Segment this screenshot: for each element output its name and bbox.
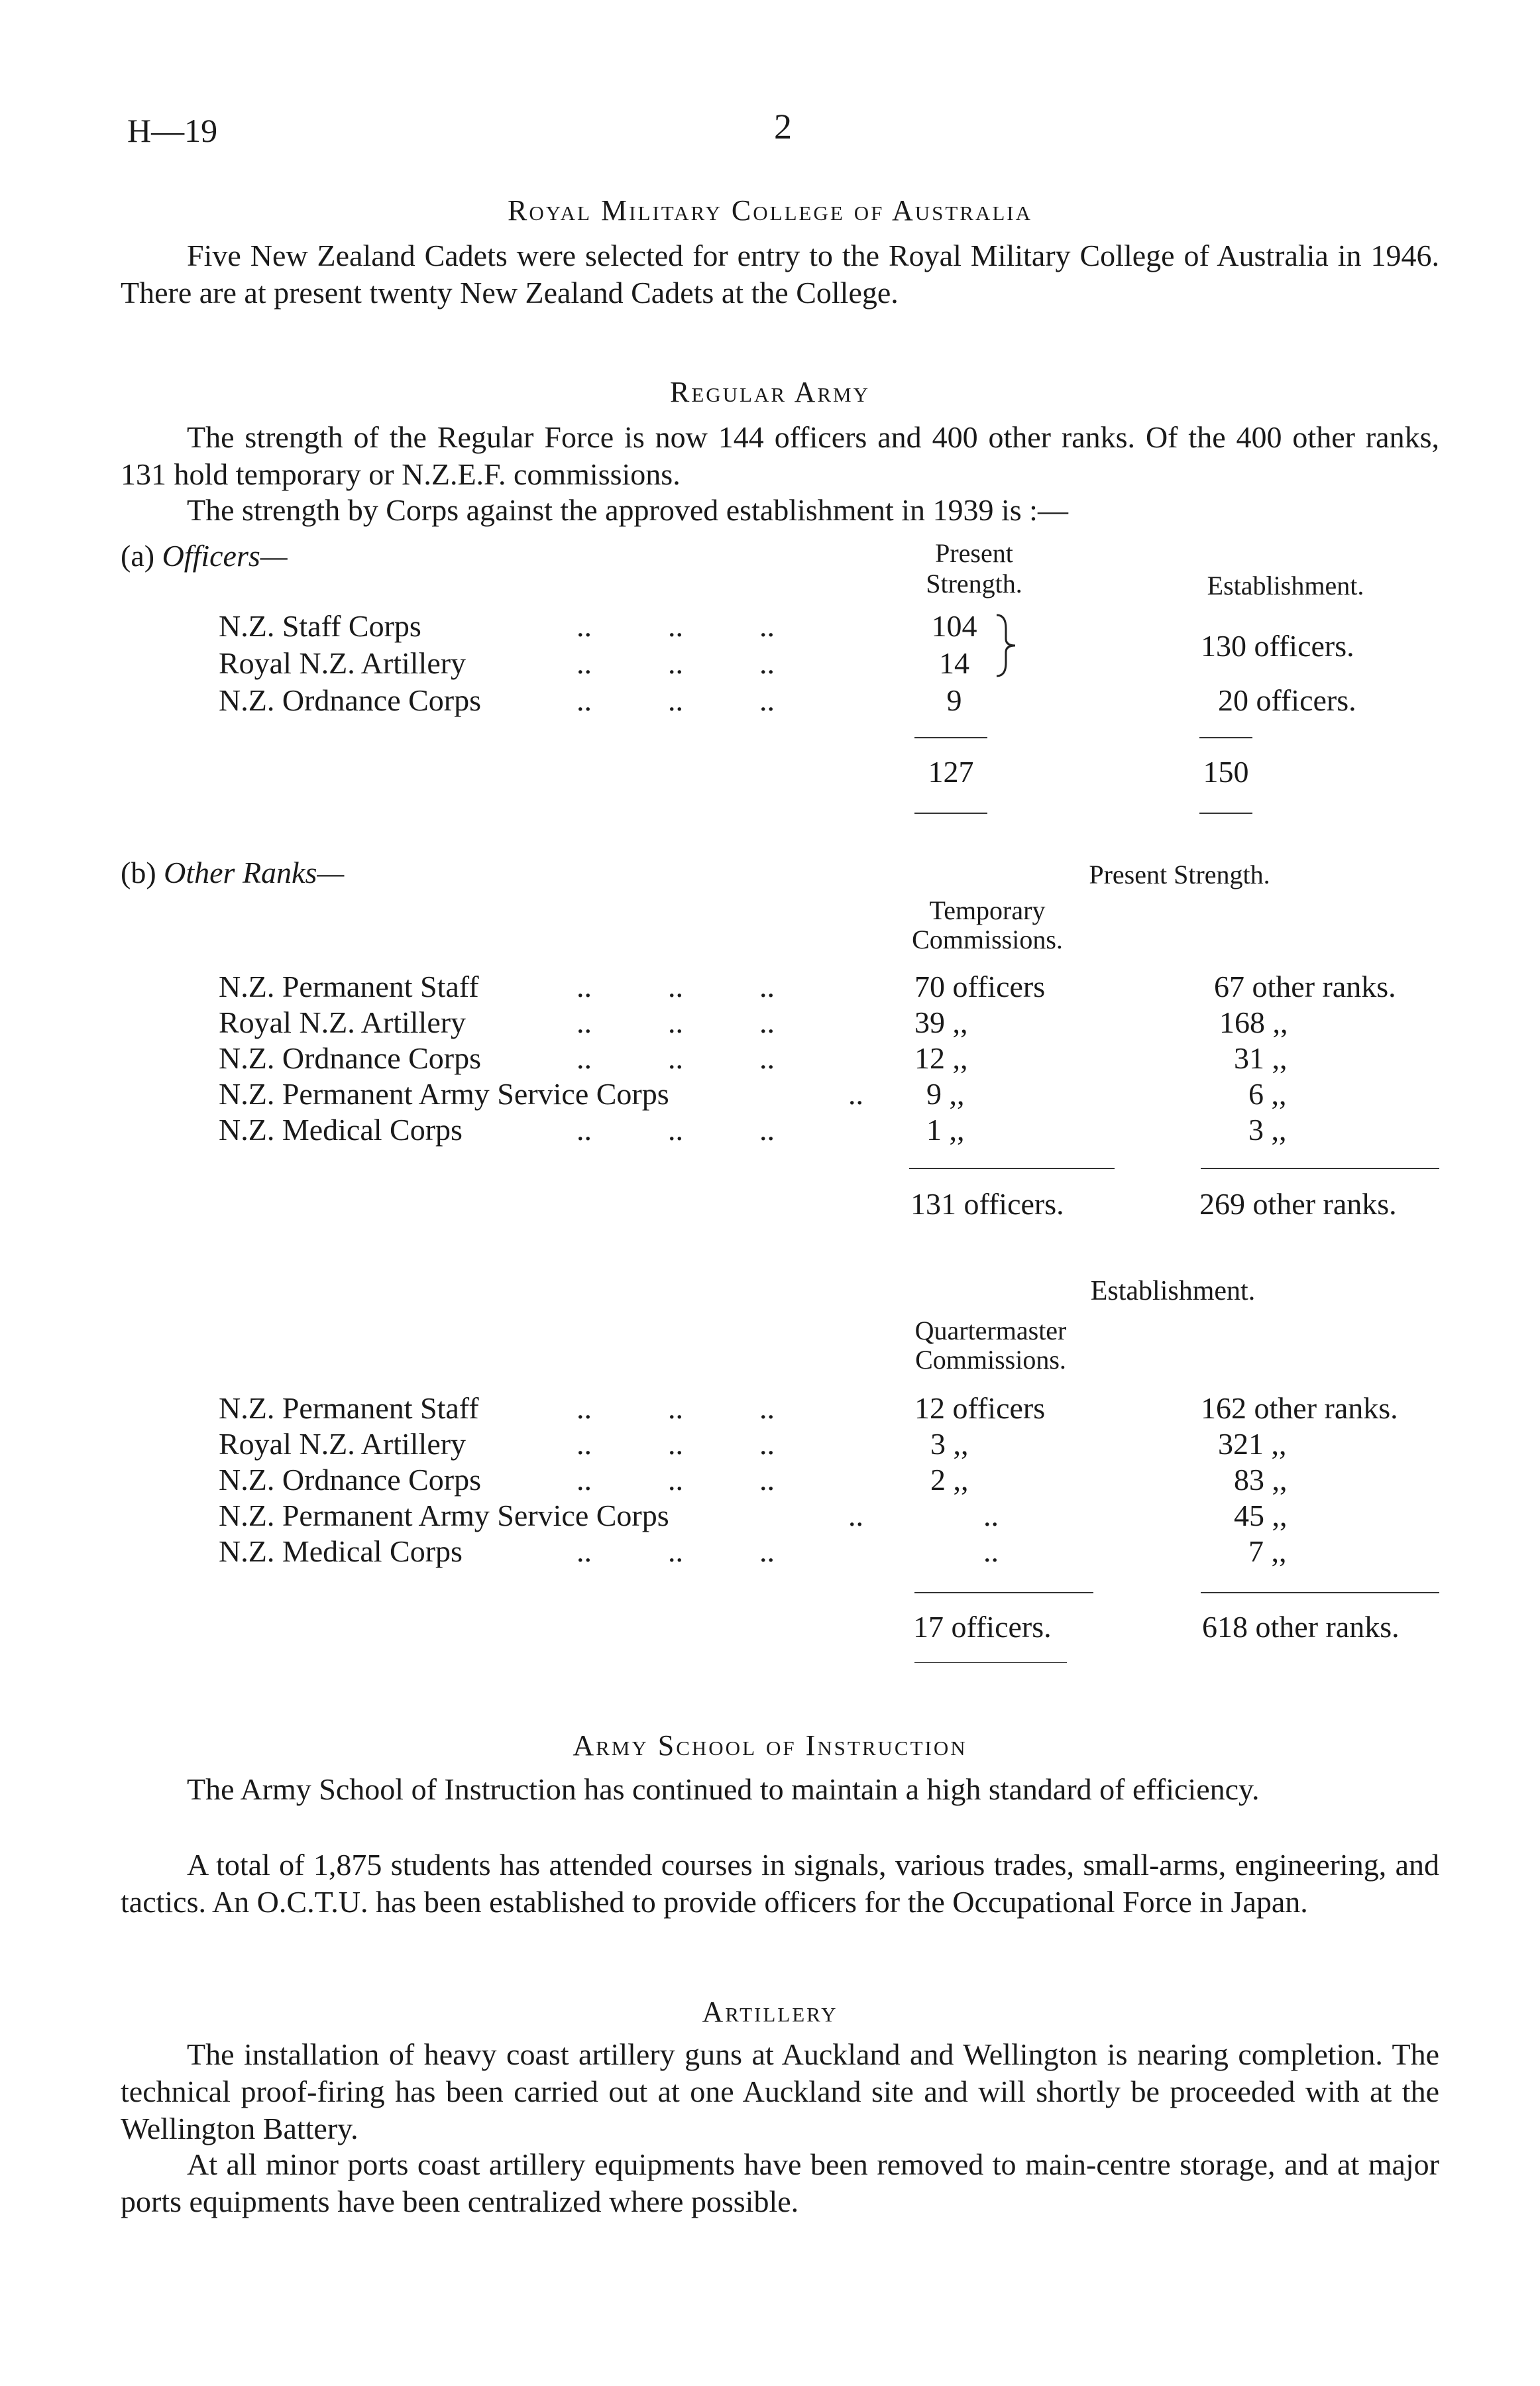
leader-dots: .. .. .. bbox=[577, 646, 775, 680]
quartermaster-commissions-value: 3 ,, bbox=[930, 1427, 969, 1461]
temporary-commissions-heading: Temporary Commissions. bbox=[912, 895, 1063, 954]
leader-dots: .. .. .. bbox=[577, 1041, 775, 1075]
officers-establishment-value: 20 officers. bbox=[1218, 683, 1356, 717]
other-ranks-row-corps: N.Z. Ordnance Corps bbox=[219, 1041, 482, 1075]
divider bbox=[914, 1662, 1067, 1663]
divider bbox=[909, 1168, 1115, 1169]
divider bbox=[1201, 1168, 1439, 1169]
leader-dots: .. .. .. bbox=[577, 1463, 775, 1497]
officers-total-establishment: 150 bbox=[1203, 755, 1249, 789]
leader-dots: .. .. .. bbox=[577, 683, 775, 717]
temporary-commissions-value: 9 ,, bbox=[926, 1077, 965, 1111]
other-ranks-value: 31 ,, bbox=[1234, 1041, 1288, 1075]
quartermaster-commissions-value: 2 ,, bbox=[930, 1463, 969, 1497]
regular-paragraph-2: The strength by Corps against the approved establishment in 1939 is :— bbox=[187, 493, 1068, 527]
page-number: 2 bbox=[774, 107, 792, 146]
other-ranks-row-corps: N.Z. Permanent Army Service Corps bbox=[219, 1077, 669, 1111]
school-paragraph-1: The Army School of Instruction has continued to maintain a high standard of efficiency. bbox=[187, 1772, 1260, 1806]
temporary-commissions-value: 70 officers bbox=[914, 970, 1046, 1003]
establishment-row-corps: N.Z. Permanent Staff bbox=[219, 1391, 479, 1425]
establishment-other-ranks-value: 321 ,, bbox=[1218, 1427, 1287, 1461]
present-strength-heading: Present Strength. bbox=[1089, 860, 1270, 889]
temporary-commissions-value: 12 ,, bbox=[914, 1041, 968, 1075]
establishment-other-ranks-value: 45 ,, bbox=[1234, 1499, 1288, 1532]
regular-paragraph-1: The strength of the Regular Force is now 144 officers and 400 other ranks. Of the 400 other ranks, 131 hold temporary or N.Z.E.F. commissions. bbox=[121, 420, 1439, 491]
section-heading-regular-army: Regular Army bbox=[669, 376, 871, 408]
rmc-paragraph: Five New Zealand Cadets were selected for entry to the Royal Military College of Australia in 1946. There are at present twenty New Zealand Cadets at the College. bbox=[121, 239, 1439, 310]
leader-dots: .. .. .. bbox=[577, 1391, 775, 1425]
officers-present-value: 9 bbox=[946, 683, 962, 717]
officers-present-value: 14 bbox=[939, 646, 969, 680]
establishment-row-corps: N.Z. Permanent Army Service Corps bbox=[219, 1499, 669, 1532]
other-ranks-label: (b) Other Ranks— bbox=[121, 856, 345, 889]
other-ranks-value: 6 ,, bbox=[1248, 1077, 1287, 1111]
officers-present-heading: Present Strength. bbox=[926, 538, 1022, 598]
leader-dots: .. .. .. bbox=[577, 1113, 775, 1147]
section-heading-rmc: Royal Military College of Australia bbox=[507, 194, 1033, 227]
school-paragraph-2: A total of 1,875 students has attended courses in signals, various trades, small-arms, engineering, and tactics. An O.C.T.U. has been established to provide officers for the Occupational Force in Japan. bbox=[121, 1848, 1439, 1919]
other-ranks-row-corps: N.Z. Permanent Staff bbox=[219, 970, 479, 1003]
divider bbox=[914, 813, 987, 814]
establishment-other-ranks-value: 7 ,, bbox=[1248, 1534, 1287, 1568]
officers-row-corps: N.Z. Staff Corps bbox=[219, 609, 421, 643]
establishment-total-commissions: 17 officers. bbox=[913, 1610, 1052, 1644]
other-ranks-value: 168 ,, bbox=[1219, 1005, 1288, 1039]
other-ranks-value: 3 ,, bbox=[1248, 1113, 1287, 1147]
other-ranks-total-ranks: 269 other ranks. bbox=[1199, 1187, 1397, 1221]
divider bbox=[1201, 1592, 1439, 1593]
establishment-other-ranks-value: 83 ,, bbox=[1234, 1463, 1288, 1497]
officers-present-value: 104 bbox=[931, 609, 977, 643]
divider bbox=[914, 737, 987, 738]
quartermaster-commissions-heading: Quartermaster Commissions. bbox=[914, 1316, 1067, 1375]
establishment-row-corps: N.Z. Medical Corps bbox=[219, 1534, 463, 1568]
leader-dots: .. bbox=[848, 1077, 863, 1111]
establishment-row-corps: N.Z. Ordnance Corps bbox=[219, 1463, 482, 1497]
officers-total-present: 127 bbox=[928, 755, 974, 789]
quartermaster-commissions-value: 12 officers bbox=[914, 1391, 1046, 1425]
establishment-other-ranks-value: 162 other ranks. bbox=[1201, 1391, 1398, 1425]
temporary-commissions-value: 39 ,, bbox=[914, 1005, 968, 1039]
other-ranks-value: 67 other ranks. bbox=[1214, 970, 1396, 1003]
page-reference: H—19 bbox=[127, 112, 218, 149]
establishment-heading: Establishment. bbox=[1090, 1276, 1256, 1306]
other-ranks-row-corps: N.Z. Medical Corps bbox=[219, 1113, 463, 1147]
officers-establishment-bracket: 130 officers. bbox=[1201, 629, 1354, 663]
establishment-row-corps: Royal N.Z. Artillery bbox=[219, 1427, 467, 1461]
officers-row-corps: Royal N.Z. Artillery bbox=[219, 646, 467, 680]
leader-dots: .. .. .. bbox=[577, 1534, 775, 1568]
officers-establishment-heading: Establishment. bbox=[1207, 571, 1364, 600]
other-ranks-total-commissions: 131 officers. bbox=[910, 1187, 1064, 1221]
section-heading-artillery: Artillery bbox=[702, 1996, 838, 2028]
leader-dots: .. .. .. bbox=[577, 1427, 775, 1461]
officers-row-corps: N.Z. Ordnance Corps bbox=[219, 683, 482, 717]
divider bbox=[1199, 737, 1252, 738]
leader-dots: .. .. .. bbox=[577, 1005, 775, 1039]
leader-dots: .. .. .. bbox=[577, 970, 775, 1003]
other-ranks-row-corps: Royal N.Z. Artillery bbox=[219, 1005, 467, 1039]
quartermaster-commissions-value: .. bbox=[983, 1499, 999, 1532]
leader-dots: .. bbox=[848, 1499, 863, 1532]
establishment-total-ranks: 618 other ranks. bbox=[1202, 1610, 1400, 1644]
divider bbox=[1199, 813, 1252, 814]
temporary-commissions-value: 1 ,, bbox=[926, 1113, 965, 1147]
quartermaster-commissions-value: .. bbox=[983, 1534, 999, 1568]
artillery-paragraph-1: The installation of heavy coast artillery guns at Auckland and Wellington is nearing completion. The technical proof-firing has been carried out at one Auckland site and will shortly be proceeded with at the Wellington Battery. bbox=[121, 2037, 1439, 2145]
section-heading-army-school: Army School of Instruction bbox=[573, 1729, 967, 1762]
artillery-paragraph-2: At all minor ports coast artillery equipments have been removed to main-centre storage, and at major ports equipments have been centralized where possible. bbox=[121, 2147, 1439, 2218]
brace-icon bbox=[994, 612, 1018, 679]
officers-label: (a) Officers— bbox=[121, 539, 288, 573]
divider bbox=[914, 1592, 1093, 1593]
leader-dots: .. .. .. bbox=[577, 609, 775, 643]
